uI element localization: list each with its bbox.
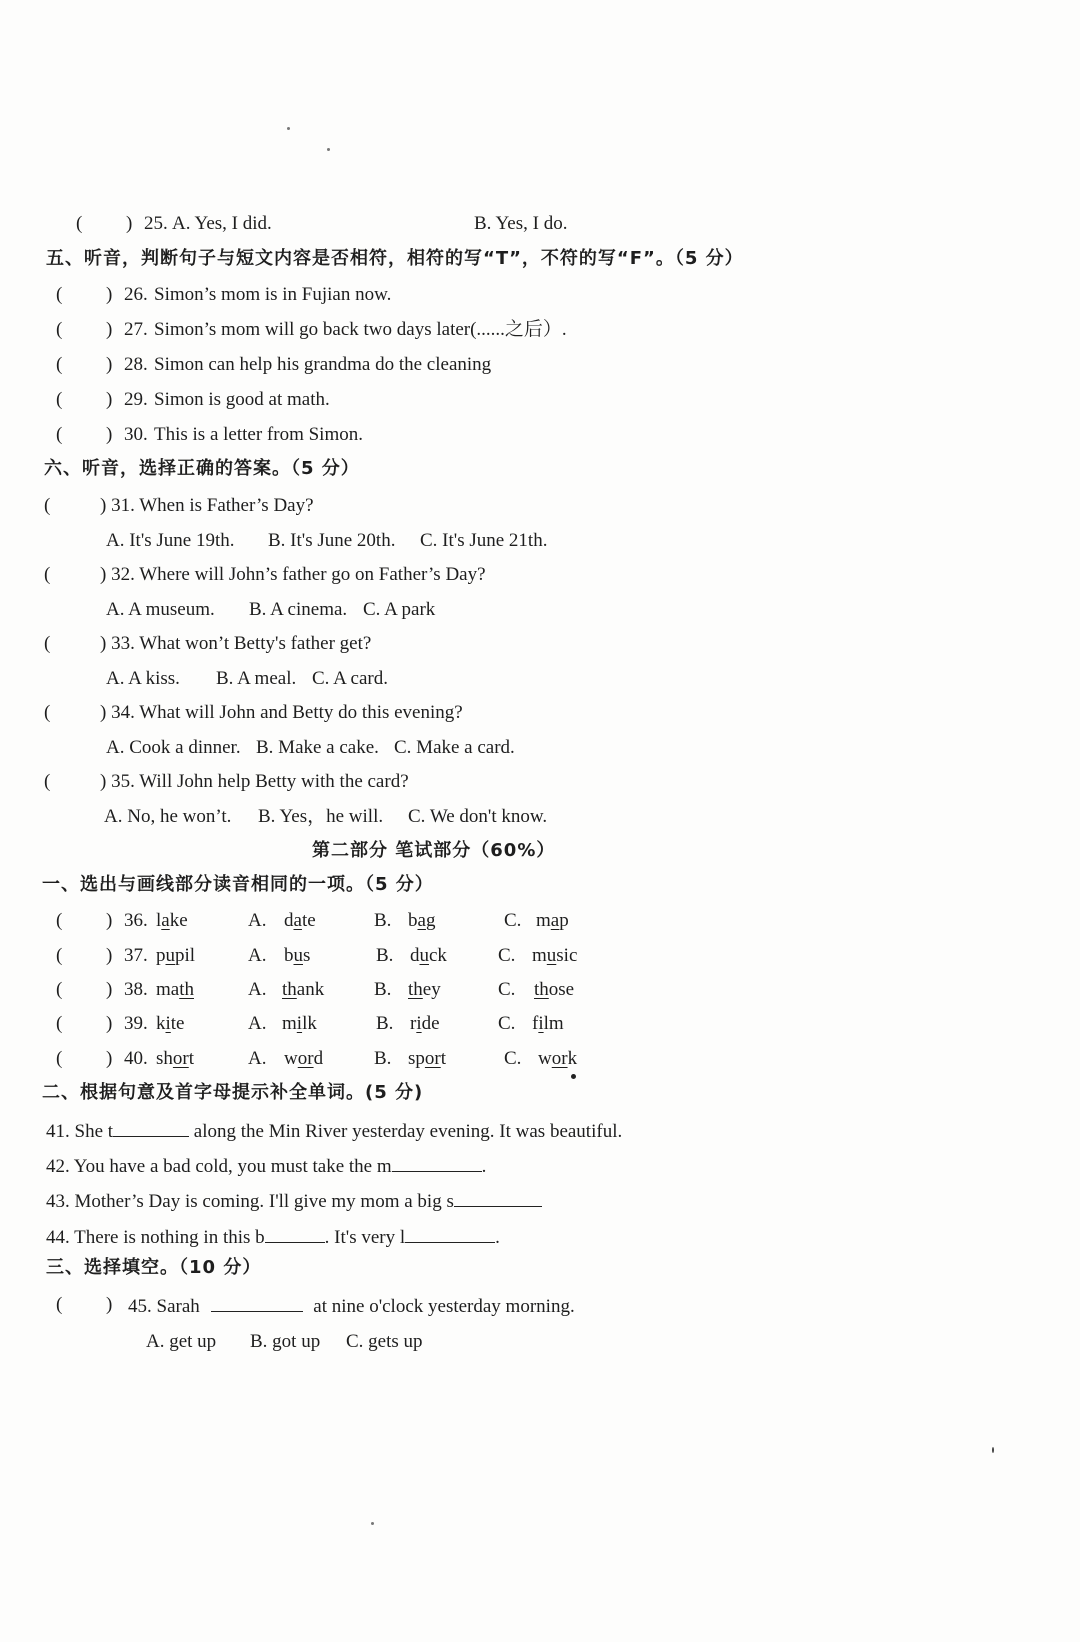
answer-paren[interactable]: (: [44, 702, 51, 723]
q41-blank[interactable]: [113, 1118, 189, 1137]
option-a: A. A museum.: [106, 599, 215, 620]
option-c: C. A park: [363, 599, 436, 620]
q40-word: short: [156, 1048, 195, 1069]
option-a-word: word: [284, 1048, 324, 1069]
q43-row: [46, 1188, 542, 1214]
sectionC-heading: 三、选择填空。（10 分）: [46, 1257, 262, 1278]
q38-row: ( ) 38. math A. thank B. they C. those: [56, 979, 575, 1000]
q37-row: ( ) 37. pupil A. bus B. duck C. music: [56, 945, 578, 966]
answer-paren[interactable]: (: [56, 945, 63, 966]
q45-text: 45. Sarah at nine o'clock yesterday morning.: [128, 1293, 575, 1319]
q42-blank[interactable]: [392, 1153, 482, 1172]
q41-text-a: 41. She t: [46, 1121, 114, 1142]
option-a: A. No, he won’t.: [104, 806, 232, 827]
option-b-word: they: [408, 979, 441, 1000]
q38-number: 38.: [124, 979, 148, 1000]
section6-heading: 六、听音，选择正确的答案。（5 分）: [44, 458, 360, 479]
option-b-word: sport: [408, 1048, 447, 1069]
q31-question: ) 31. When is Father’s Day?: [100, 495, 314, 516]
q40-row: ( ) 40. short A. word B. sport C. work: [56, 1048, 578, 1069]
q28-text: Simon can help his grandma do the cleaning: [154, 354, 492, 375]
q36-number: 36.: [124, 910, 148, 931]
q44-text-c: .: [495, 1227, 500, 1248]
q35-question: ) 35. Will John help Betty with the card?: [100, 771, 409, 792]
q30-text: This is a letter from Simon.: [154, 424, 363, 445]
option-c-word: map: [536, 910, 569, 931]
option-c-label: C.: [498, 945, 516, 966]
option-b: B. Make a cake.: [256, 737, 379, 758]
answer-paren[interactable]: (: [56, 284, 63, 305]
q36-row: ( ) 36. lake A. date B. bag C. map: [56, 910, 569, 931]
q37-number: 37.: [124, 945, 148, 966]
option-a-label: A.: [248, 1013, 267, 1034]
option-b-label: B.: [376, 945, 394, 966]
q44-blank-2[interactable]: [405, 1224, 495, 1243]
q30-number: 30.: [124, 424, 148, 445]
q41-row: [46, 1118, 622, 1144]
answer-paren[interactable]: (: [44, 495, 51, 516]
option-c: C. We don't know.: [408, 806, 548, 827]
answer-paren[interactable]: (: [56, 1013, 63, 1034]
q39-number: 39.: [124, 1013, 148, 1034]
option-b-word: ride: [410, 1013, 440, 1034]
option-b: B. It's June 20th.: [268, 530, 396, 551]
option-a: A. get up: [146, 1331, 217, 1352]
option-b: B. A cinema.: [249, 599, 348, 620]
answer-paren[interactable]: (: [56, 1048, 63, 1069]
option-b-label: B.: [374, 979, 392, 1000]
q39-word: kite: [156, 1013, 185, 1034]
q29-number: 29.: [124, 389, 148, 410]
option-b-label: B.: [374, 910, 392, 931]
exam-page: ( ) 25. A. Yes, I did. B. Yes, I do. 五、听音，判断句子与短文内容是否相符，相符的写“T”，不符的写“F”。（5 分） ( ) 26. Simon’s mom is in Fujian now. ( ) 27. Simon’s mom will go back two days later(......之后）. ( ) 28. Simon can help his grandma do the cleaning ( ) 29. Simon is good at math. ( ) 30. This is a letter from Simon. 六、听音，选择正确的答案。（5 分） ( ) 31. When is Father’s Day? A. It's June 19th. B. It's June 20th. C. It's June 21th. ( ) 32. Where will John’s father go on Father’s Day? A. A museum. B. A cinema. C. A park ( ) 33. What won’t Betty's father get? A. A kiss. B. A meal. C. A card. ( ) 34. What will John and Betty do this evening? A. Cook a dinner. B. Make a cake. C. Make a card. ( ) 35. Will John help Betty with the card? A. No, he won’t. B. Yes，he will. C. We don't know. 第二部分 笔试部分（60%） 一、选出与画线部分读音相同的一项。（5 分） ( ) 36. lake A. date B. bag C. map ( ) 37. pupil A. bus B. duck C. music ( ) 38. math A. thank B. they C. those ( ) 39. kite A. milk B. ride C. film ( ) 40. short A. word B. sport C. work 二、根据句意及首字母提示补全单词。(5 分) 41. She t along the Min River yesterday evening. It was beautiful. 42. You have a bad cold, you must take the m . 43. Mother’s Day is coming. I'll give my mom a big s 44. There is nothing in this b . It's very l . 三、选择填空。（10 分） ( ) 45. Sarah at nine o'clock yesterday morning. A. get up B. got up C. gets up: [0, 0, 1080, 1642]
scan-speck: [327, 148, 330, 151]
answer-paren[interactable]: (: [56, 910, 63, 931]
option-a-label: A.: [248, 910, 267, 931]
q44-blank-1[interactable]: [265, 1224, 325, 1243]
answer-paren[interactable]: (: [56, 389, 63, 410]
q29-text: Simon is good at math.: [154, 389, 330, 410]
q34-question: ) 34. What will John and Betty do this evening?: [100, 702, 463, 723]
answer-paren[interactable]: (: [44, 564, 51, 585]
q42-text-a: 42. You have a bad cold, you must take the m: [46, 1156, 392, 1177]
option-b-word: duck: [410, 945, 447, 966]
q37-word: pupil: [156, 945, 196, 966]
option-c-word: film: [532, 1013, 564, 1034]
q44-text-b: . It's very l: [324, 1227, 406, 1248]
q43-blank[interactable]: [454, 1188, 542, 1207]
ink-dot: [571, 1074, 576, 1079]
option-b: B. Yes，he will.: [258, 806, 384, 827]
q45-blank[interactable]: [211, 1293, 303, 1312]
option-a-label: A.: [248, 1048, 267, 1069]
option-a-label: A.: [248, 945, 267, 966]
option-b-label: B.: [376, 1013, 394, 1034]
option-a-word: date: [284, 910, 316, 931]
sectionA-heading: 一、选出与画线部分读音相同的一项。（5 分）: [42, 874, 434, 895]
part2-title: 第二部分 笔试部分（60%）: [312, 840, 556, 861]
option-b-word: bag: [408, 910, 436, 931]
option-a: A. It's June 19th.: [106, 530, 235, 551]
q36-word: lake: [156, 910, 188, 931]
q26-text: Simon’s mom is in Fujian now.: [154, 284, 392, 305]
answer-paren[interactable]: (: [44, 771, 51, 792]
option-c-word: work: [538, 1048, 578, 1069]
q41-text-b: along the Min River yesterday evening. It was beautiful.: [193, 1121, 623, 1142]
sectionB-heading: 二、根据句意及首字母提示补全单词。(5 分): [42, 1082, 424, 1103]
q43-text-a: 43. Mother’s Day is coming. I'll give my mom a big s: [46, 1191, 454, 1212]
option-c-label: C.: [498, 1013, 516, 1034]
scan-speck: [287, 127, 290, 130]
q28-number: 28.: [124, 354, 148, 375]
scan-speck: [371, 1522, 374, 1525]
scan-speck: [992, 1447, 994, 1453]
q40-number: 40.: [124, 1048, 148, 1069]
q25-number: 25.: [144, 213, 168, 234]
q44-text-a: 44. There is nothing in this b: [46, 1227, 265, 1248]
option-b-label: B.: [374, 1048, 392, 1069]
option-c: C. gets up: [346, 1331, 423, 1352]
option-a-word: bus: [284, 945, 311, 966]
q25-option-a: A. Yes, I did.: [172, 213, 272, 234]
option-b: B. A meal.: [216, 668, 297, 689]
q32-question: ) 32. Where will John’s father go on Father’s Day?: [100, 564, 486, 585]
option-a-word: milk: [282, 1013, 317, 1034]
answer-paren[interactable]: (: [56, 319, 63, 340]
answer-paren[interactable]: (: [56, 424, 63, 445]
option-c-word: those: [534, 979, 575, 1000]
option-b: B. got up: [250, 1331, 321, 1352]
option-a-label: A.: [248, 979, 267, 1000]
option-c-label: C.: [504, 910, 522, 931]
answer-paren-open[interactable]: (: [76, 213, 83, 234]
option-c-word: music: [532, 945, 578, 966]
q33-question: ) 33. What won’t Betty's father get?: [100, 633, 372, 654]
option-c: C. Make a card.: [394, 737, 515, 758]
option-c: C. A card.: [312, 668, 388, 689]
q44-row: [46, 1224, 500, 1250]
q42-row: [46, 1153, 486, 1179]
option-c-label: C.: [504, 1048, 522, 1069]
answer-paren[interactable]: (: [56, 979, 63, 1000]
q38-word: math: [156, 979, 194, 1000]
option-a: A. Cook a dinner.: [106, 737, 241, 758]
q26-number: 26.: [124, 284, 148, 305]
q27-text: Simon’s mom will go back two days later(......之后）.: [154, 319, 567, 340]
option-a-word: thank: [282, 979, 325, 1000]
q27-number: 27.: [124, 319, 148, 340]
q25-option-b: B. Yes, I do.: [474, 213, 568, 234]
answer-paren[interactable]: (: [56, 354, 63, 375]
option-c: C. It's June 21th.: [420, 530, 548, 551]
answer-paren[interactable]: (: [44, 633, 51, 654]
option-c-label: C.: [498, 979, 516, 1000]
q42-text-b: .: [481, 1156, 487, 1177]
section5-heading: 五、听音，判断句子与短文内容是否相符，相符的写“T”，不符的写“F”。（5 分）: [46, 248, 744, 269]
answer-paren[interactable]: (: [56, 1294, 63, 1315]
option-a: A. A kiss.: [106, 668, 180, 689]
q39-row: ( ) 39. kite A. milk B. ride C. film: [56, 1013, 564, 1034]
answer-paren-close: ): [126, 213, 133, 234]
